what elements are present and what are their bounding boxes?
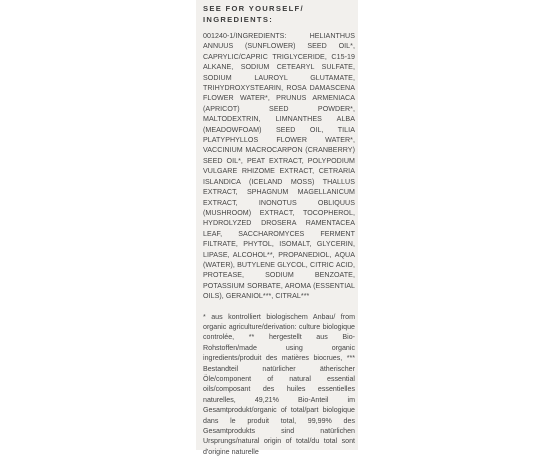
footnote-text: * aus kontrolliert biologischem Anbau/ from organic agriculture/derivation: culture biologique controlée, ** hergestellt aus Bio-Rohstoffen/made using organic ingredients/produit des matières biocrues, *** Bestandteil natürlicher ätherischer Öle/component of natural essential oils/composant des huiles essentielles naturelles, 49,21% Bio-Anteil im Gesamtprodukt/organic of total/part biologique dans le produit total, 99,99% des Gesamtprodukts sind natürlichen Ursprungs/natural origin of total/du total sont d'origine naturelle [203, 312, 355, 456]
ingredients-list: 001240-1/INGREDIENTS: HELIANTHUS ANNUUS (SUNFLOWER) SEED OIL*, CAPRYLIC/CAPRIC TRIGLYCERIDE, C15-19 ALKANE, SODIUM CETEARYL SULFATE, SODIUM LAUROYL GLUTAMATE, TRIHYDROXYSTEARIN, ROSA DAMASCENA FLOWER WATER*, PRUNUS ARMENIACA (APRICOT) SEED POWDER*, MALTODEXTRIN, LIMNANTHES ALBA (MEADOWFOAM) SEED OIL, TILIA PLATYPHYLLOS FLOWER WATER*, VACCINIUM MACROCARPON (CRANBERRY) SEED OIL*, PEAT EXTRACT, POLYPODIUM VULGARE RHIZOME EXTRACT, CETRARIA ISLANDICA (ICELAND MOSS) THALLUS EXTRACT, SPHAGNUM MAGELLANICUM EXTRACT, INONOTUS OBLIQUUS (MUSHROOM) EXTRACT, TOCOPHEROL, HYDROLYZED DROSERA RAMENTACEA LEAF, SACCHAROMYCES FERMENT FILTRATE, PHYTOL, ISOMALT, GLYCERIN, LIPASE, ALCOHOL**, PROPANEDIOL, AQUA (WATER), BUTYLENE GLYCOL, CITRIC ACID, PROTEASE, SODIUM BENZOATE, POTASSIUM SORBATE, AROMA (ESSENTIAL OILS), GERANIOL***, CITRAL*** [203, 32, 355, 301]
label-heading [203, 4, 355, 25]
heading-line-1: SEE FOR YOURSELF/ [203, 4, 304, 13]
ingredients-label [203, 4, 355, 457]
heading-line-2: INGREDIENTS: [203, 14, 274, 24]
